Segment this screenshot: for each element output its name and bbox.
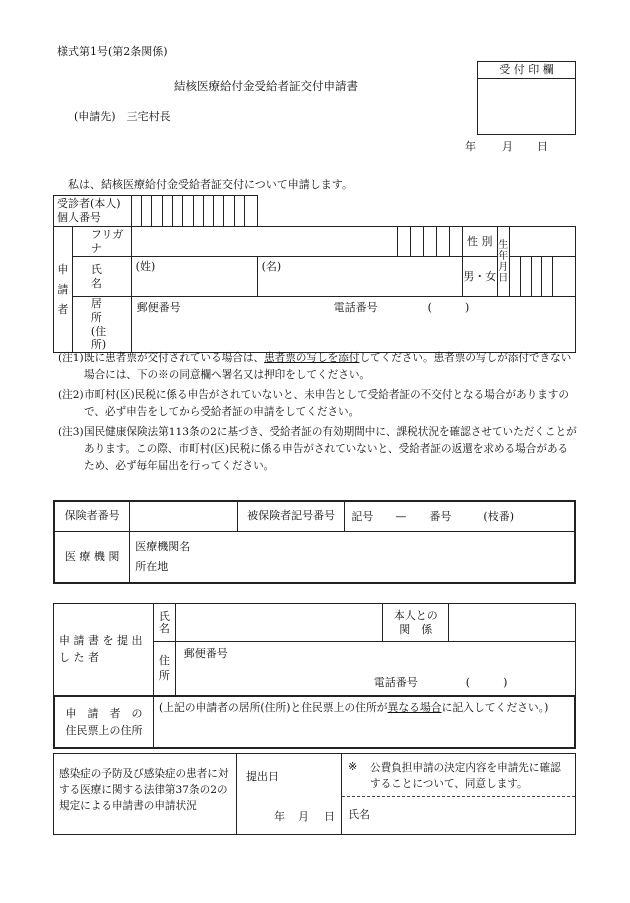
id-digit-box[interactable] (183, 196, 193, 227)
consent-area: ※ 公費負担申請の決定内容を申請先に確認することについて、同意します。 (342, 754, 575, 797)
submitter-label: 申 請 書 を 提 出 し た 者 (54, 604, 154, 696)
location-label: 所在地 (135, 559, 169, 573)
note-3: (注3) 国民健康保険法第113条の2に基づき、受給者証の有効期間中に、課税状況を確認させていただくことがあります。この際、市町村(区)民税に係る申告がされていないと、受給者証の返還を求める場合があるため、必ず毎年届出を行ってください。 (58, 426, 577, 472)
id-digit-box[interactable] (141, 196, 151, 227)
gender-options[interactable]: 男・女 (462, 257, 497, 297)
date-year: 年 (465, 140, 476, 153)
infectious-disease-label: 感染症の予防及び感染症の患者に対する医療に関する法律第37条の2の規定による申請書の申請状況 (54, 754, 237, 834)
address-label: 居 所 (住 所) (72, 297, 131, 353)
birth-date-box[interactable] (542, 257, 553, 297)
resident-address-field[interactable]: (上記の申請者の居所(住所)と住民票上の住所が異なる場合に記入してください。) (159, 701, 549, 714)
relation-label: 本人との 関 係 (383, 604, 449, 642)
furigana-given-field[interactable] (257, 227, 462, 257)
id-digit-box[interactable] (193, 196, 203, 227)
submitter-name-field[interactable] (175, 604, 383, 642)
id-digit-box[interactable] (245, 196, 258, 227)
form-title: 結核医療給付金受給者証交付申請書 (174, 79, 358, 93)
note-1: (注1) 既に患者票が交付されている場合は、患者票の写しを添付してください。患者票の写しが添付できない場合には、下の※の同意欄へ署名又は押印をしてください。 (58, 352, 572, 381)
id-digit-box[interactable] (152, 196, 162, 227)
gender-label: 性 別 (462, 227, 497, 257)
signature-field[interactable]: 氏名 (348, 808, 370, 821)
insured-number-field[interactable]: 記号 — 番号 (枝番) (345, 501, 575, 531)
id-digit-box[interactable] (224, 196, 234, 227)
form-number: 様式第1号(第2条関係) (57, 45, 168, 58)
birth-date-box[interactable] (531, 257, 542, 297)
relation-field[interactable] (449, 604, 576, 642)
name-label: 氏 名 (72, 257, 131, 297)
applicant-side-label: 申 請 者 (54, 227, 73, 353)
applicant-table (53, 195, 576, 353)
id-digit-box[interactable] (131, 196, 141, 227)
reception-stamp-box (477, 61, 576, 135)
submission-date-field[interactable]: 提出日 年 月 日 (238, 754, 342, 834)
birth-date-box[interactable] (552, 257, 575, 297)
address-field[interactable] (131, 297, 575, 353)
postal-code-label: 郵便番号 (136, 301, 181, 314)
insurance-table (53, 500, 576, 584)
insurer-number-label: 保険者番号 (54, 501, 130, 531)
submitter-address-label: 住 所 (153, 642, 175, 696)
note-2: (注2) 市町村(区)民税に係る申告がされていないと、未申告として受給者証の不交付となる場合がありますので、必ず申告をしてから受給者証の申請をしてください。 (58, 389, 569, 418)
id-digit-box[interactable] (162, 196, 172, 227)
insurer-number-field[interactable] (130, 501, 238, 531)
resident-address-label: 申 請 者 の 住民票上の住所 (55, 697, 154, 747)
surname-field[interactable]: (姓) (131, 257, 257, 297)
stamp-box-label: 受 付 印 欄 (478, 62, 575, 79)
given-name-field[interactable]: (名) (257, 257, 462, 297)
patient-id-label: 受診者(本人) 個人番号 (54, 196, 132, 227)
medical-institution-field[interactable] (130, 531, 575, 583)
date-day: 日 (537, 140, 548, 153)
birth-date-box[interactable] (521, 257, 532, 297)
id-digit-box[interactable] (203, 196, 213, 227)
submitter-name-label: 氏 名 (153, 604, 175, 642)
id-digit-box[interactable] (172, 196, 182, 227)
submitter-address-field[interactable]: 郵便番号 電話番号 ( ) (175, 642, 575, 696)
phone-parens: ( ) (427, 301, 470, 314)
furigana-label: フリガナ (72, 227, 131, 257)
medical-institution-label: 医 療 機 関 (54, 531, 130, 583)
id-digit-box[interactable] (214, 196, 224, 227)
furigana-surname-field[interactable] (131, 227, 257, 257)
birth-date-label: 生 年 月 日 (497, 227, 509, 297)
addressee: (申請先) 三宅村長 (74, 110, 171, 123)
infectious-disease-box (53, 753, 576, 835)
birth-date-box[interactable] (509, 257, 520, 297)
insured-number-label: 被保険者記号番号 (237, 501, 345, 531)
phone-label: 電話番号 (333, 301, 378, 314)
id-digit-box[interactable] (234, 196, 244, 227)
intro-text: 私は、結核医療給付金受給者証交付について申請します。 (68, 178, 353, 191)
institution-name-label: 医療機関名 (135, 539, 191, 553)
submitter-table (53, 603, 576, 697)
date-month: 月 (502, 140, 513, 153)
resident-address-box (53, 695, 576, 749)
